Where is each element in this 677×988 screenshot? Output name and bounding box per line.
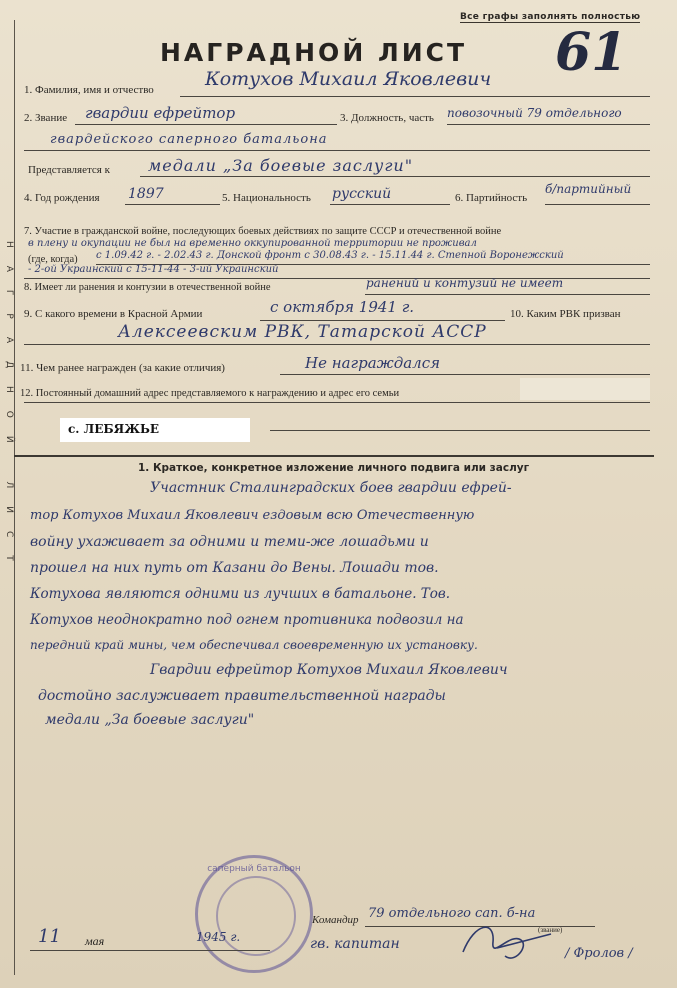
field-6-line [545,204,650,205]
field-5-value: русский [332,186,392,202]
document-title: НАГРАДНОЙ ЛИСТ [160,38,468,67]
story-line: прошел на них путь от Казани до Вены. Лошади тов. [30,560,439,576]
field-7-handwriting-2: с 1.09.42 г. - 2.02.43 г. Донской фронт с 30.08.43 г. - 15.11.44 г. Степной Воронежский [96,250,564,261]
date-day: 11 [38,926,61,947]
field-9-label: 9. С какого времени в Красной Армии [24,308,203,320]
field-4-line [125,204,220,205]
presented-value: медали „За боевые заслуги" [148,156,414,175]
margin-rule [14,20,15,975]
presented-line [140,176,650,177]
field-4-label: 4. Год рождения [24,192,100,204]
field-8-line [365,294,650,295]
field-12-label: 12. Постоянный домашний адрес представляемого к награждению и адрес его семьи [20,388,400,399]
stamp-text: саперный батальон [207,864,301,874]
field-6-label: 6. Партийность [455,192,528,204]
field-3-value-cont: гвардейского саперного батальона [50,132,328,147]
field-11-label: 11. Чем ранее награжден (за какие отличия) [20,362,225,374]
story-line: Котухова являются одними из лучших в батальоне. Тов. [30,586,451,602]
signature-name: / Фролов / [565,946,633,961]
date-line [30,950,270,951]
field-7-handwriting-1: в плену и окупации не был на временно оккупированной территории не проживал [28,238,477,249]
redacted-area-1 [520,378,650,400]
field-3-line [447,124,650,125]
story-line: войну ухаживает за одними и теми-же лошадьми и [30,534,429,550]
margin-vertical-text: НАГРАДНОЙ ЛИСТ [4,241,14,579]
field-2-value: гвардии ефрейтор [85,104,236,122]
commander-label: Командир [312,914,359,926]
story-line: медали „За боевые заслуги" [45,712,255,728]
date-month: мая [85,934,105,948]
field-4-value: 1897 [128,186,164,202]
stamp-emblem [216,876,296,956]
field-3-line-cont [24,150,650,151]
field-7-label-b: (где, когда) [28,254,78,265]
field-10-label: 10. Каким РВК призван [510,308,621,320]
field-5-line [330,204,450,205]
commander-signature [455,912,565,968]
field-11-value: Не награждался [305,354,441,372]
rank-hint: (звание) [538,926,563,934]
field-10-line [24,344,650,345]
sheet-number: 61 [555,22,628,83]
story-line: достойно заслуживает правительственной награды [38,688,446,704]
field-9-value: с октября 1941 г. [270,298,415,316]
story-line: тор Котухов Михаил Яковлевич ездовым всю Отечественную [30,508,475,523]
section-divider [14,455,654,457]
field-8-value: ранений и контузий не имеет [366,276,564,290]
field-10-value: Алексеевским РВК, Татарской АССР [118,322,487,342]
unit-stamp [195,855,313,973]
field-1-line [180,96,650,97]
field-5-label: 5. Национальность [222,192,311,204]
field-1-label: 1. Фамилия, имя и отчество [24,84,154,96]
field-2-line [75,124,337,125]
address-value: с. ЛЕБЯЖЬЕ [68,422,160,436]
commander-value: 79 отдельного сап. б-на [368,906,536,921]
header-note: Все графы заполнять полностью [460,12,641,22]
field-6-value: б/партийный [545,182,632,196]
field-3-value: повозочный 79 отдельного [447,106,622,120]
story-line: передний край мины, чем обеспечивал своевременную их установку. [30,638,478,652]
field-3-label: 3. Должность, часть [340,112,434,124]
field-1-value: Котухов Михаил Яковлевич [205,68,492,90]
presented-label: Представляется к [28,164,110,176]
field-11-line [280,374,650,375]
story-line: Котухов неоднократно под огнем противника подвозил на [30,612,464,628]
field-7-handwriting-3: - 2-ой Украинский с 15-11-44 - 3-ий Украинский [28,264,279,275]
story-line: Участник Сталинградских боев гвардии ефрей- [150,480,512,496]
field-9-line [260,320,505,321]
section-heading: 1. Краткое, конкретное изложение личного подвига или заслуг [138,462,530,474]
field-7-label: 7. Участие в гражданской войне, последующих боевых действиях по защите СССР и отечественной войне [24,226,502,237]
field-12-line [24,402,650,403]
rank-value: гв. капитан [310,936,400,952]
field-8-label: 8. Имеет ли ранения и контузии в отечественной войне [24,282,271,293]
story-line: Гвардии ефрейтор Котухов Михаил Яковлевич [150,662,508,678]
field-12-line-2 [270,430,650,431]
date-year: 1945 г. [196,930,241,944]
field-2-label: 2. Звание [24,112,68,124]
